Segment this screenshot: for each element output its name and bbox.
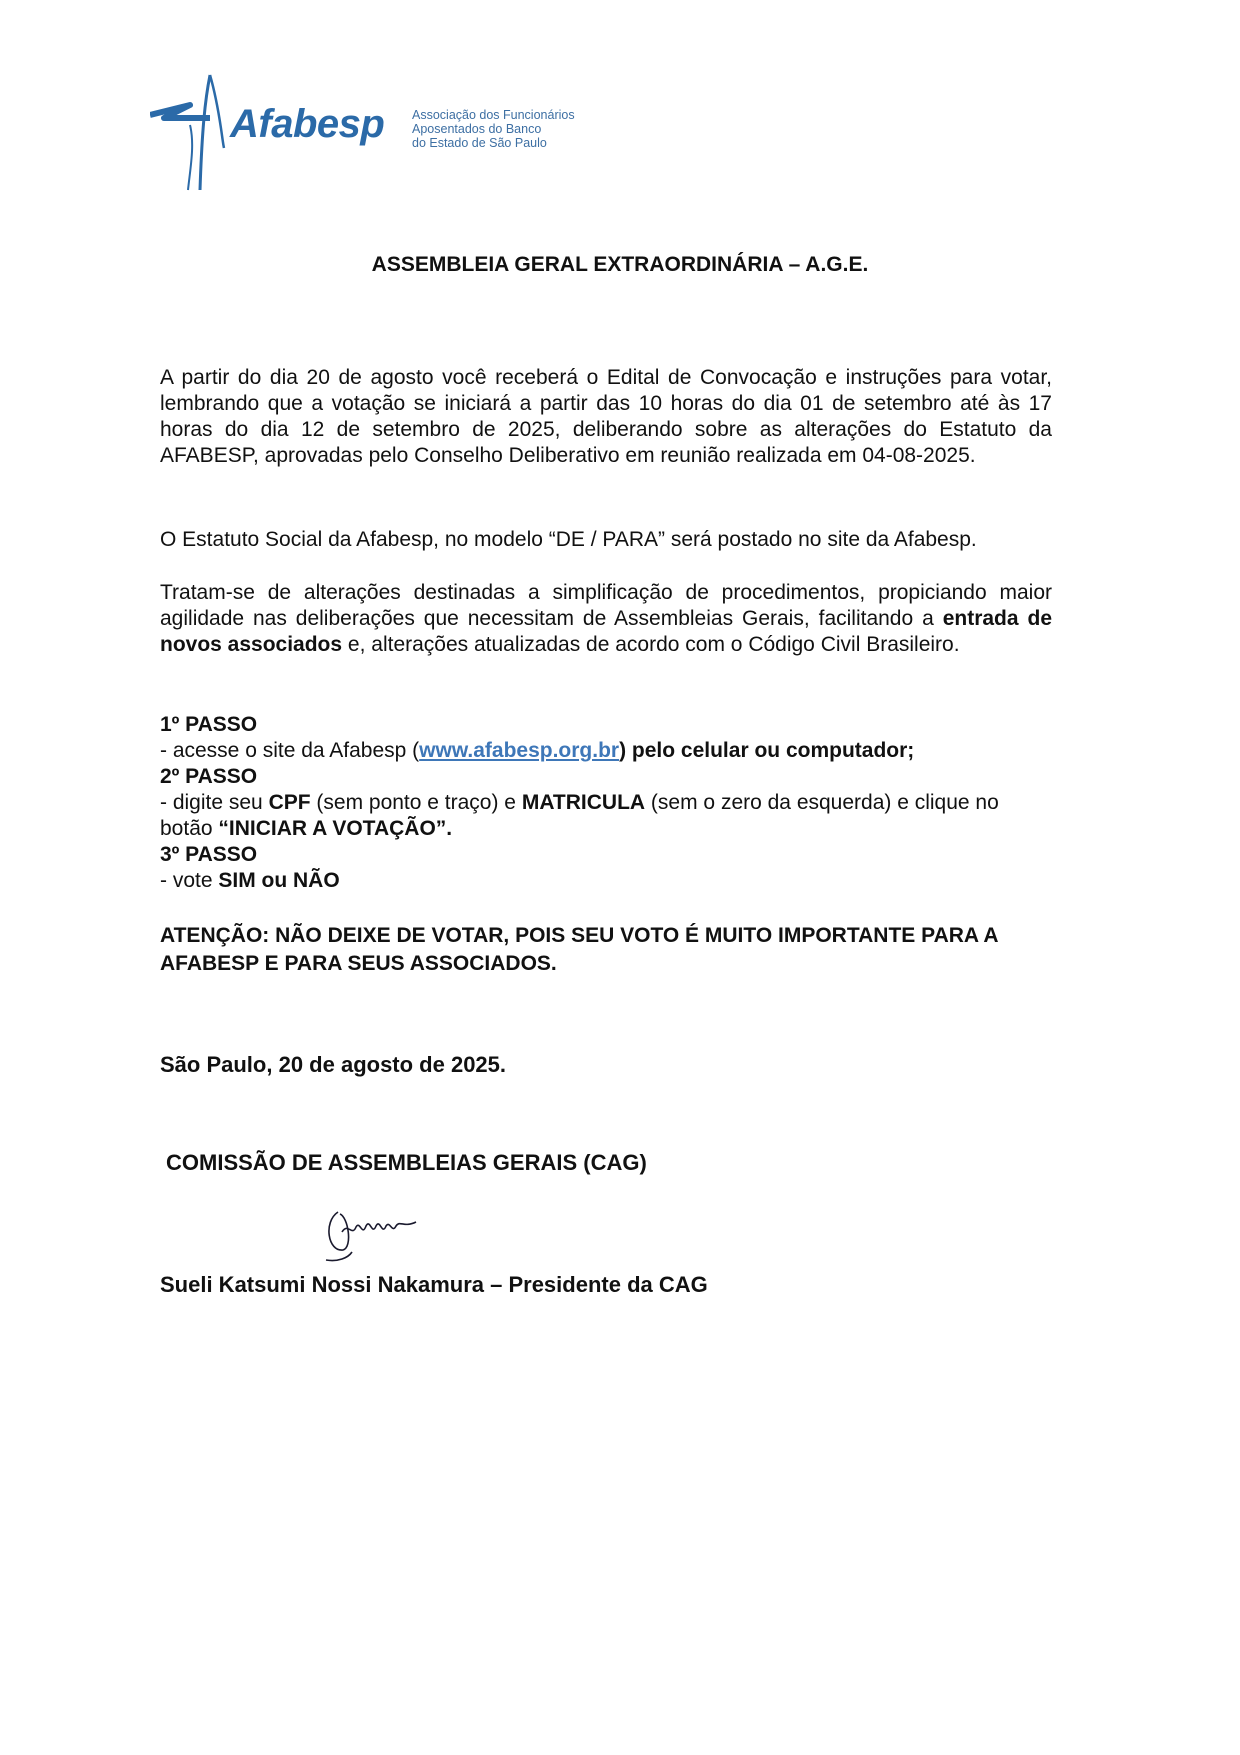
step-2-a: - digite seu bbox=[160, 791, 269, 814]
tagline-line-1: Associação dos Funcionários bbox=[412, 108, 575, 122]
step-1-pre: - acesse o site da Afabesp ( bbox=[160, 739, 420, 762]
step-1-heading: 1º PASSO bbox=[160, 713, 258, 736]
paragraph-changes-summary bbox=[160, 580, 1052, 658]
logo-wordmark: Afabesp bbox=[230, 102, 385, 146]
paragraph-voting-dates: A partir do dia 20 de agosto você receberá o Edital de Convocação e instruções para votar, lembrando que a votação se iniciará a partir das 10 horas do dia 01 de setembro até às 17 horas do dia 12 de setembro de 2025, deliberando sobre as alterações do Estatuto da AFABESP, aprovadas pelo Conselho Deliberativo em reunião realizada em 04-08-2025. bbox=[160, 366, 1052, 467]
date-line: São Paulo, 20 de agosto de 2025. bbox=[160, 1052, 507, 1077]
step-3-text bbox=[160, 868, 1052, 894]
paragraph-changes-highlight: entrada de novos associados bbox=[160, 607, 1052, 656]
step-2-text bbox=[160, 790, 1052, 842]
document-title: ASSEMBLEIA GERAL EXTRAORDINÁRIA – A.G.E. bbox=[371, 253, 869, 276]
tagline-line-3: do Estado de São Paulo bbox=[412, 136, 547, 150]
step-1-text bbox=[160, 738, 1052, 764]
website-link[interactable]: www.afabesp.org.br bbox=[419, 739, 620, 762]
signer-name: Sueli Katsumi Nossi Nakamura – Presidente da CAG bbox=[160, 1272, 708, 1297]
voting-steps bbox=[160, 712, 1052, 894]
step-2-matricula: MATRICULA bbox=[521, 791, 646, 814]
tagline-line-2: Aposentados do Banco bbox=[412, 122, 542, 136]
step-3-options: SIM ou NÃO bbox=[218, 869, 340, 892]
step-3-pre: - vote bbox=[160, 869, 219, 892]
commission-name: COMISSÃO DE ASSEMBLEIAS GERAIS (CAG) bbox=[166, 1150, 647, 1175]
logo-tagline bbox=[412, 108, 575, 150]
paragraph-statute-posting: O Estatuto Social da Afabesp, no modelo “DE / PARA” será postado no site da Afabesp. bbox=[160, 528, 977, 551]
afabesp-logo bbox=[150, 70, 590, 195]
step-2-button-name: “INICIAR A VOTAÇÃO”. bbox=[218, 817, 453, 840]
attention-notice: ATENÇÃO: NÃO DEIXE DE VOTAR, POIS SEU VOTO É MUITO IMPORTANTE PARA A AFABESP E PARA SEUS ASSOCIADOS. bbox=[160, 924, 998, 975]
step-2-heading: 2º PASSO bbox=[160, 765, 258, 788]
signature-image bbox=[318, 1192, 458, 1272]
step-2-cpf: CPF bbox=[268, 791, 311, 814]
step-2-e: (sem o zero da esquerda) e clique no botão bbox=[160, 791, 999, 840]
step-2-c: (sem ponto e traço) e bbox=[310, 791, 522, 814]
paragraph-changes-intro: Tratam-se de alterações destinadas a simplificação de procedimentos, propiciando maior agilidade nas deliberações que necessitam de Assembleias Gerais, facilitando a bbox=[160, 581, 1052, 630]
step-3-heading: 3º PASSO bbox=[160, 843, 258, 866]
paragraph-changes-outro: e, alterações atualizadas de acordo com o Código Civil Brasileiro. bbox=[342, 633, 960, 656]
step-1-post: ) pelo celular ou computador; bbox=[619, 739, 915, 762]
